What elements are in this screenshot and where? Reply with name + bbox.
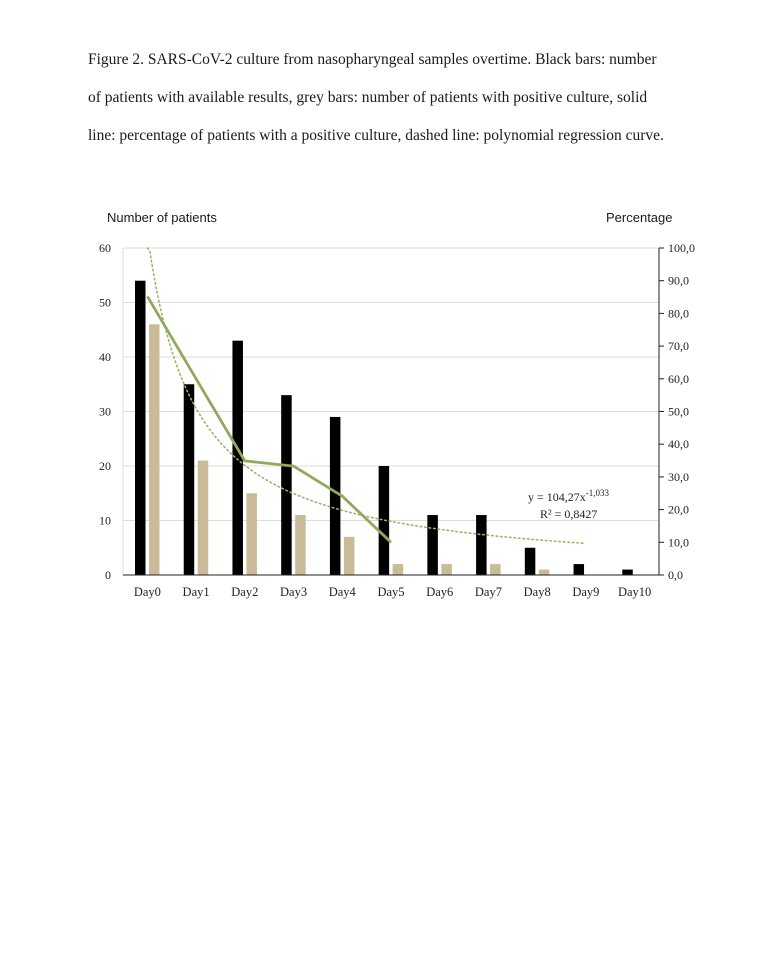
x-tick-label-Day4: Day4 [328, 585, 356, 599]
caption-line-2: of patients with available results, grey bars: number of patients with positive culture, solid [88, 89, 648, 106]
y2-tick-label-100,0: 100,0 [668, 241, 695, 255]
y-tick-label-30: 30 [99, 404, 111, 419]
bar-available-Day0 [135, 281, 146, 575]
equation-main: y = 104,27x [528, 490, 586, 504]
bar-available-Day10 [622, 570, 633, 575]
bar-positive-Day7 [490, 564, 501, 575]
y2-tick-label-30,0: 30,0 [668, 469, 689, 484]
bar-available-Day7 [476, 515, 487, 575]
y-tick-label-20: 20 [99, 459, 111, 473]
caption-line-3: line: percentage of patients with a positive culture, dashed line: polynomial regression curve. [88, 127, 664, 144]
y2-tick-label-80,0: 80,0 [668, 306, 689, 321]
regression-curve [147, 248, 583, 543]
left-axis-title: Number of patients [107, 210, 217, 225]
y2-tick-label-10,0: 10,0 [668, 535, 689, 550]
bar-available-Day4 [330, 417, 341, 575]
y2-tick-label-20,0: 20,0 [668, 502, 689, 517]
y-tick-label-50: 50 [99, 295, 111, 310]
y2-tick-label-90,0: 90,0 [668, 273, 689, 288]
r-squared-label: R² = 0,8427 [540, 507, 598, 521]
bar-available-Day1 [184, 384, 195, 575]
bar-available-Day9 [574, 564, 585, 575]
y-tick-label-60: 60 [99, 241, 111, 255]
x-tick-label-Day1: Day1 [182, 585, 210, 599]
bar-positive-Day4 [344, 537, 355, 575]
x-tick-label-Day2: Day2 [231, 585, 259, 599]
y-tick-label-40: 40 [99, 350, 111, 364]
bar-positive-Day0 [149, 324, 160, 575]
y2-tick-label-60,0: 60,0 [668, 371, 689, 386]
x-tick-label-Day8: Day8 [523, 585, 551, 599]
bar-available-Day8 [525, 548, 536, 575]
bar-positive-Day3 [295, 515, 306, 575]
right-axis-title: Percentage [606, 210, 673, 225]
y2-tick-label-0,0: 0,0 [668, 568, 683, 582]
x-tick-label-Day9: Day9 [572, 585, 600, 599]
bar-positive-Day2 [246, 493, 256, 575]
regression-equation [528, 488, 610, 504]
equation-exponent: -1,033 [585, 488, 610, 498]
y2-tick-label-50,0: 50,0 [668, 404, 689, 419]
bar-positive-Day1 [198, 461, 209, 575]
x-tick-label-Day3: Day3 [280, 585, 308, 599]
x-tick-label-Day10: Day10 [617, 585, 652, 599]
x-tick-label-Day5: Day5 [377, 585, 405, 599]
y2-tick-label-70,0: 70,0 [668, 339, 689, 354]
bars [135, 281, 633, 575]
x-tick-label-Day0: Day0 [133, 585, 161, 599]
bar-available-Day3 [281, 395, 292, 575]
bar-positive-Day6 [441, 564, 452, 575]
x-tick-label-Day7: Day7 [474, 585, 502, 599]
caption-line-1: Figure 2. SARS-CoV-2 culture from nasopharyngeal samples overtime. Black bars: number [88, 51, 657, 68]
y2-tick-label-40,0: 40,0 [668, 437, 689, 452]
bar-available-Day5 [379, 466, 390, 575]
y-tick-label-10: 10 [99, 513, 111, 528]
bar-positive-Day5 [393, 564, 404, 575]
bar-available-Day6 [427, 515, 438, 575]
y-tick-label-0: 0 [105, 568, 111, 582]
series-lines [147, 248, 583, 543]
x-tick-label-Day6: Day6 [426, 585, 454, 599]
bar-positive-Day8 [539, 570, 550, 575]
